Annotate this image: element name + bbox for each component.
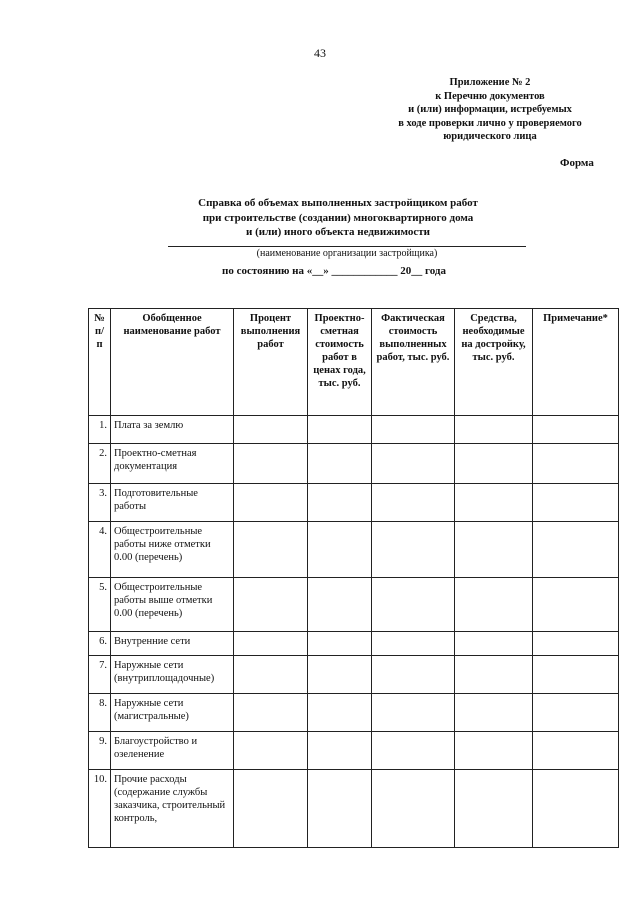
cell-funds-needed[interactable] — [455, 484, 533, 522]
table-row — [89, 694, 619, 732]
cell-actual-cost[interactable] — [372, 522, 455, 578]
cell-funds-needed[interactable] — [455, 416, 533, 444]
organization-caption: (наименование организации застройщика) — [256, 248, 438, 259]
organization-name-line — [168, 246, 526, 247]
cell-estimated-cost[interactable] — [308, 444, 372, 484]
cell-note[interactable] — [533, 632, 619, 656]
table-row — [89, 770, 619, 848]
cell-percent-done[interactable] — [234, 578, 308, 632]
cell-actual-cost[interactable] — [372, 416, 455, 444]
header-estimated-cost: Проектно-сметная стоимость работ в ценах года, тыс. руб. — [308, 309, 372, 416]
row-number: 4. — [89, 522, 111, 578]
cell-funds-needed[interactable] — [455, 444, 533, 484]
title-line: и (или) иного объекта недвижимости — [245, 226, 430, 239]
cell-note[interactable] — [533, 656, 619, 694]
cell-note[interactable] — [533, 578, 619, 632]
title-line: Справка об объемах выполненных застройщиком работ — [198, 197, 478, 209]
cell-estimated-cost[interactable] — [308, 694, 372, 732]
table-row — [89, 732, 619, 770]
cell-funds-needed[interactable] — [455, 694, 533, 732]
cell-funds-needed[interactable] — [455, 770, 533, 848]
cell-percent-done[interactable] — [234, 522, 308, 578]
table-row — [89, 656, 619, 694]
cell-percent-done[interactable] — [234, 656, 308, 694]
header-funds-needed: Средства, необходимые на достройку, тыс. руб. — [455, 309, 533, 416]
cell-actual-cost[interactable] — [372, 770, 455, 848]
document-title — [178, 196, 498, 240]
row-number: 7. — [89, 656, 111, 694]
cell-estimated-cost[interactable] — [308, 632, 372, 656]
cell-estimated-cost[interactable] — [308, 484, 372, 522]
cell-funds-needed[interactable] — [455, 732, 533, 770]
cell-estimated-cost[interactable] — [308, 522, 372, 578]
cell-note[interactable] — [533, 694, 619, 732]
cell-percent-done[interactable] — [234, 484, 308, 522]
cell-funds-needed[interactable] — [455, 656, 533, 694]
row-work-name: Плата за землю — [111, 416, 234, 444]
row-number: 3. — [89, 484, 111, 522]
cell-note[interactable] — [533, 770, 619, 848]
row-number: 6. — [89, 632, 111, 656]
row-number: 9. — [89, 732, 111, 770]
cell-estimated-cost[interactable] — [308, 578, 372, 632]
cell-percent-done[interactable] — [234, 632, 308, 656]
appendix-line: и (или) информации, истребуемых — [408, 104, 572, 116]
cell-actual-cost[interactable] — [372, 578, 455, 632]
header-work-name: Обобщенное наименование работ — [111, 309, 234, 416]
cell-funds-needed[interactable] — [455, 522, 533, 578]
table-row — [89, 578, 619, 632]
row-number: 2. — [89, 444, 111, 484]
cell-actual-cost[interactable] — [372, 694, 455, 732]
appendix-line: в ходе проверки лично у проверяемого — [398, 117, 582, 129]
cell-funds-needed[interactable] — [455, 578, 533, 632]
row-work-name: Наружные сети (внутриплощадочные) — [111, 656, 234, 694]
table-row — [89, 522, 619, 578]
cell-estimated-cost[interactable] — [308, 770, 372, 848]
cell-note[interactable] — [533, 484, 619, 522]
cell-estimated-cost[interactable] — [308, 732, 372, 770]
row-number: 1. — [89, 416, 111, 444]
table-row — [89, 632, 619, 656]
table-row — [89, 484, 619, 522]
row-work-name: Общестроительные работы выше отметки 0.00 (перечень) — [111, 578, 234, 632]
cell-funds-needed[interactable] — [455, 632, 533, 656]
cell-actual-cost[interactable] — [372, 444, 455, 484]
row-number: 5. — [89, 578, 111, 632]
cell-actual-cost[interactable] — [372, 732, 455, 770]
cell-percent-done[interactable] — [234, 732, 308, 770]
row-number: 10. — [89, 770, 111, 848]
cell-actual-cost[interactable] — [372, 632, 455, 656]
appendix-block — [372, 76, 608, 144]
appendix-line: Приложение № 2 — [449, 77, 531, 88]
row-work-name: Благоустройство и озеленение — [111, 732, 234, 770]
table-row — [89, 444, 619, 484]
appendix-line: юридического лица — [443, 131, 537, 143]
header-actual-cost: Фактическая стоимость выполненных работ, тыс. руб. — [372, 309, 455, 416]
row-work-name: Подготовительные работы — [111, 484, 234, 522]
cell-percent-done[interactable] — [234, 444, 308, 484]
cell-note[interactable] — [533, 522, 619, 578]
table-header-row — [89, 309, 619, 416]
works-table — [88, 308, 619, 848]
cell-percent-done[interactable] — [234, 770, 308, 848]
row-work-name: Внутренние сети — [111, 632, 234, 656]
cell-note[interactable] — [533, 444, 619, 484]
row-work-name: Наружные сети (магистральные) — [111, 694, 234, 732]
table-row — [89, 416, 619, 444]
header-note: Примечание* — [533, 309, 619, 416]
cell-actual-cost[interactable] — [372, 484, 455, 522]
page-number: 43 — [314, 46, 326, 60]
status-date-line: по состоянию на «__» ____________ 20__ года — [222, 265, 446, 277]
cell-percent-done[interactable] — [234, 694, 308, 732]
title-line: при строительстве (создании) многоквартирного дома — [202, 211, 474, 224]
cell-note[interactable] — [533, 416, 619, 444]
appendix-line: к Перечню документов — [435, 90, 545, 102]
row-work-name: Проектно-сметная документация — [111, 444, 234, 484]
header-percent-done: Процент выполнения работ — [234, 309, 308, 416]
cell-percent-done[interactable] — [234, 416, 308, 444]
row-work-name: Прочие расходы (содержание службы заказчика, строительный контроль, — [111, 770, 234, 848]
cell-note[interactable] — [533, 732, 619, 770]
form-label: Форма — [560, 157, 594, 169]
header-number: № п/п — [89, 309, 111, 416]
row-work-name: Общестроительные работы ниже отметки 0.00 (перечень) — [111, 522, 234, 578]
cell-actual-cost[interactable] — [372, 656, 455, 694]
cell-estimated-cost[interactable] — [308, 416, 372, 444]
row-number: 8. — [89, 694, 111, 732]
cell-estimated-cost[interactable] — [308, 656, 372, 694]
